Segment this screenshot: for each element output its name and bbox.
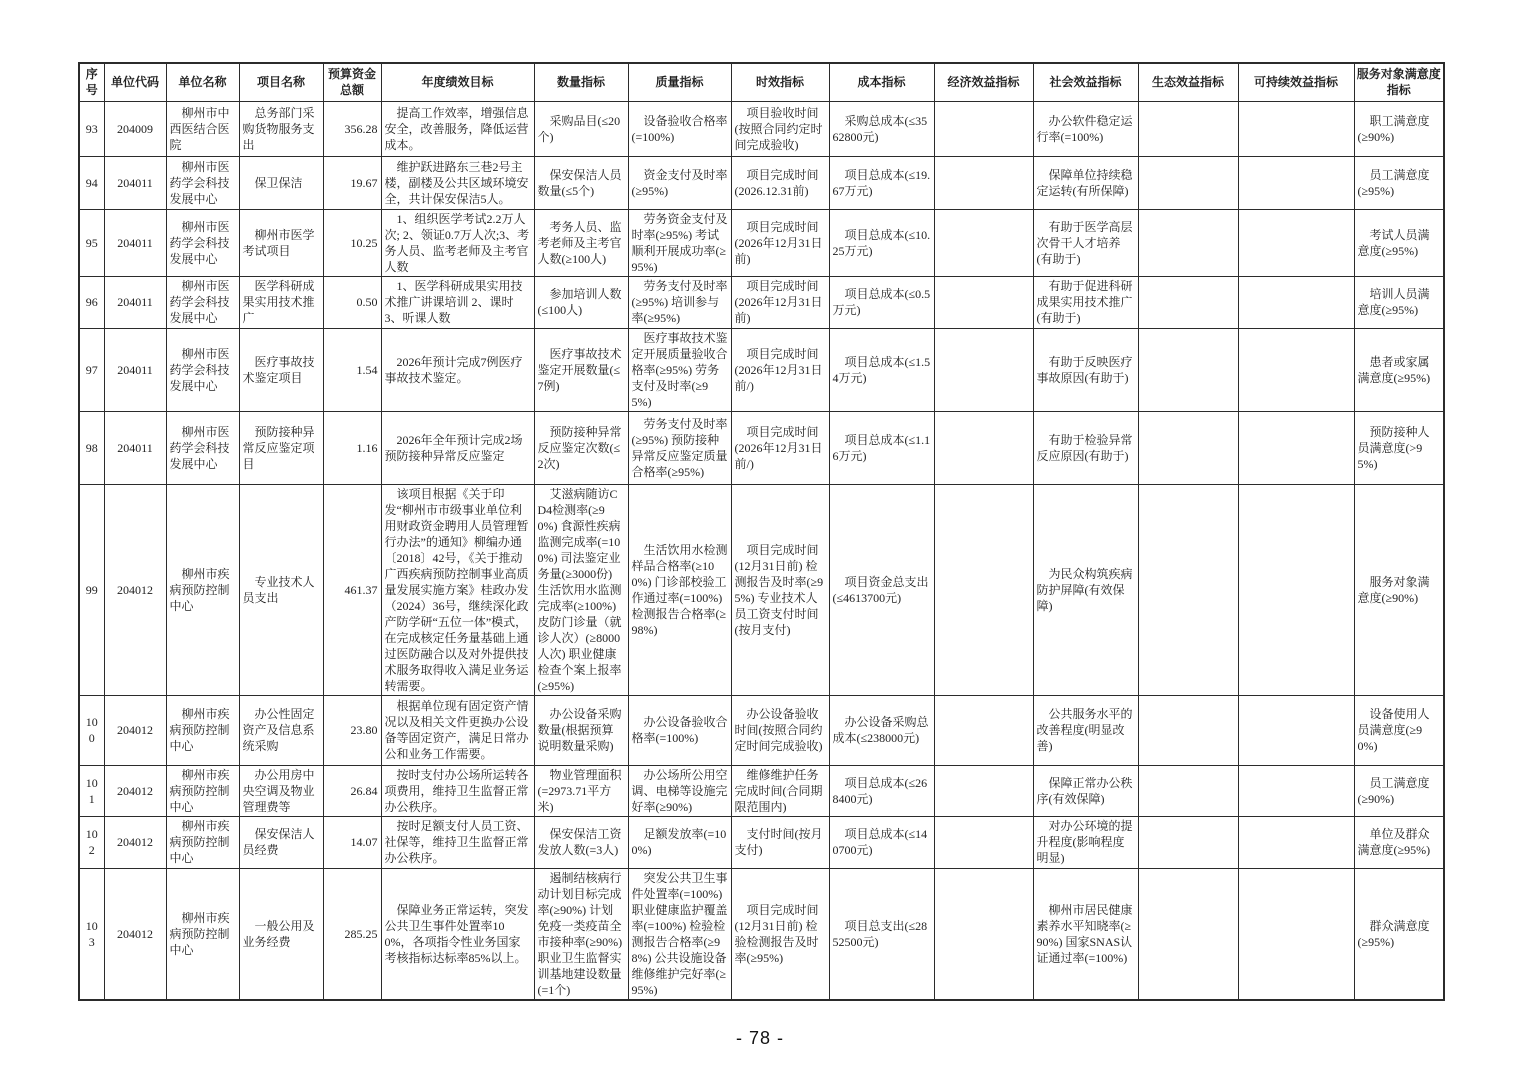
table-cell — [1138, 328, 1238, 411]
table-cell: 项目总成本(≤19.67万元) — [829, 156, 934, 209]
table-cell: 预防接种异常反应鉴定项目 — [239, 411, 323, 484]
table-cell: 资金支付及时率(≥95%) — [628, 156, 731, 209]
table-cell: 办公用房中央空调及物业管理费等 — [239, 765, 323, 816]
table-cell: 204011 — [104, 209, 166, 276]
table-cell: 1、医学科研成果实用技术推广讲课培训 2、课时 3、听课人数 — [381, 276, 534, 328]
table-cell: 采购总成本(≤3562800元) — [829, 101, 934, 156]
column-header: 年度绩效目标 — [381, 63, 534, 101]
table-cell: 保障单位持续稳定运转(有所保障) — [1033, 156, 1138, 209]
table-cell: 总务部门采购货物服务支出 — [239, 101, 323, 156]
table-cell: 柳州市医药学会科技发展中心 — [166, 328, 239, 411]
header-row — [79, 63, 1444, 101]
table-row — [79, 156, 1444, 209]
table-cell: 设备使用人员满意度(≥90%) — [1354, 695, 1444, 765]
table-cell — [1238, 276, 1354, 328]
table-cell — [1138, 816, 1238, 868]
table-cell — [934, 484, 1033, 695]
table-cell: 劳务资金支付及时率(≥95%) 考试顺利开展成功率(≥95%) — [628, 209, 731, 276]
table-cell — [1138, 101, 1238, 156]
column-header: 社会效益指标 — [1033, 63, 1138, 101]
table-row — [79, 328, 1444, 411]
column-header: 时效指标 — [731, 63, 829, 101]
table-cell: 考务人员、监考老师及主考官人数(≥100人) — [534, 209, 628, 276]
table-cell: 柳州市医药学会科技发展中心 — [166, 411, 239, 484]
table-cell: 该项目根据《关于印发“柳州市市级事业单位利用财政资金聘用人员管理暂行办法”的通知》柳编办通〔2018〕42号，《关于推动广西疾病预防控制事业高质量发展实施方案》桂政办发（2024）36号，继续深化政产防学研“五位一体”模式，在完成核定任务量基础上通过医防融合以及对外提供技术服务取得收入满足业务运转需要。 — [381, 484, 534, 695]
column-header: 数量指标 — [534, 63, 628, 101]
table-cell: 办公设备验收时间(按照合同约定时间完成验收) — [731, 695, 829, 765]
table-cell: 94 — [79, 156, 104, 209]
table-cell: 柳州市疾病预防控制中心 — [166, 868, 239, 1000]
table-cell: 柳州市疾病预防控制中心 — [166, 484, 239, 695]
table-cell: 单位及群众满意度(≥95%) — [1354, 816, 1444, 868]
table-cell — [1138, 868, 1238, 1000]
table-cell: 204012 — [104, 816, 166, 868]
table-cell: 97 — [79, 328, 104, 411]
table-cell: 0.50 — [323, 276, 381, 328]
table-cell: 10.25 — [323, 209, 381, 276]
table-cell — [1138, 765, 1238, 816]
table-cell — [1238, 816, 1354, 868]
page-number: - 78 - — [735, 1028, 784, 1048]
table-cell: 项目验收时间(按照合同约定时间完成验收) — [731, 101, 829, 156]
table-cell: 保障业务正常运转，突发公共卫生事件处置率100%，各项指令性业务国家考核指标达标率85%以上。 — [381, 868, 534, 1000]
table-cell: 项目完成时间(2026年12月31日前/) — [731, 328, 829, 411]
table-cell: 项目完成时间(2026年12月31日前) — [731, 209, 829, 276]
table-cell: 柳州市医药学会科技发展中心 — [166, 156, 239, 209]
table-cell: 93 — [79, 101, 104, 156]
table-cell: 医学科研成果实用技术推广 — [239, 276, 323, 328]
table-cell: 204012 — [104, 695, 166, 765]
table-cell: 劳务支付及时率(≥95%) 预防接种异常反应鉴定质量合格率(≥95%) — [628, 411, 731, 484]
table-cell: 劳务支付及时率(≥95%) 培训参与率(≥95%) — [628, 276, 731, 328]
table-cell: 群众满意度(≥95%) — [1354, 868, 1444, 1000]
table-cell: 2026年全年预计完成2场预防接种异常反应鉴定 — [381, 411, 534, 484]
table-cell: 有助于医学高层次骨干人才培养(有助于) — [1033, 209, 1138, 276]
table-cell: 204012 — [104, 868, 166, 1000]
table-cell — [1138, 156, 1238, 209]
table-cell: 柳州市中西医结合医院 — [166, 101, 239, 156]
table-row — [79, 484, 1444, 695]
table-cell: 98 — [79, 411, 104, 484]
table-cell — [1238, 209, 1354, 276]
table-row — [79, 816, 1444, 868]
column-header: 成本指标 — [829, 63, 934, 101]
table-cell: 办公性固定资产及信息系统采购 — [239, 695, 323, 765]
table-cell: 遏制结核病行动计划目标完成率(≥90%) 计划免疫一类疫苗全市接种率(≥90%) 职业卫生监督实训基地建设数量(=1个) — [534, 868, 628, 1000]
table-cell — [1238, 765, 1354, 816]
table-cell — [1238, 156, 1354, 209]
column-header: 可持续效益指标 — [1238, 63, 1354, 101]
column-header: 经济效益指标 — [934, 63, 1033, 101]
table-cell: 2026年预计完成7例医疗事故技术鉴定。 — [381, 328, 534, 411]
table-cell: 100 — [79, 695, 104, 765]
table-cell: 职工满意度(≥90%) — [1354, 101, 1444, 156]
column-header: 质量指标 — [628, 63, 731, 101]
table-cell: 95 — [79, 209, 104, 276]
table-cell: 项目总成本(≤10.25万元) — [829, 209, 934, 276]
table-cell: 培训人员满意度(≥95%) — [1354, 276, 1444, 328]
table-cell: 103 — [79, 868, 104, 1000]
table-cell: 保安保洁人员数量(≤5个) — [534, 156, 628, 209]
table-cell — [934, 765, 1033, 816]
table-cell: 204011 — [104, 276, 166, 328]
table-cell: 维修维护任务完成时间(合同期限范围内) — [731, 765, 829, 816]
table-cell: 员工满意度(≥95%) — [1354, 156, 1444, 209]
table-cell: 医疗事故技术鉴定项目 — [239, 328, 323, 411]
table-cell: 按时足额支付人员工资、社保等，维持卫生监督正常办公秩序。 — [381, 816, 534, 868]
table-cell: 保障正常办公秩序(有效保障) — [1033, 765, 1138, 816]
table-cell: 1.16 — [323, 411, 381, 484]
table-cell: 柳州市医药学会科技发展中心 — [166, 276, 239, 328]
table-cell — [1238, 411, 1354, 484]
table-cell: 支付时间(按月支付) — [731, 816, 829, 868]
table-cell: 保卫保洁 — [239, 156, 323, 209]
table-cell: 1、组织医学考试2.2万人次; 2、领证0.7万人次;3、考务人员、监考老师及主考官人数 — [381, 209, 534, 276]
table-row — [79, 209, 1444, 276]
column-header: 预算资金总额 — [323, 63, 381, 101]
table-cell: 办公设备采购总成本(≤238000元) — [829, 695, 934, 765]
table-cell: 1.54 — [323, 328, 381, 411]
table-header — [79, 63, 1444, 101]
table-cell: 专业技术人员支出 — [239, 484, 323, 695]
table-cell: 医疗事故技术鉴定开展质量验收合格率(≥95%) 劳务支付及时率(≥95%) — [628, 328, 731, 411]
table-row — [79, 411, 1444, 484]
table-cell: 356.28 — [323, 101, 381, 156]
table-cell — [934, 411, 1033, 484]
table-cell: 办公场所公用空调、电梯等设施完好率(≥90%) — [628, 765, 731, 816]
column-header: 序号 — [79, 63, 104, 101]
table-cell: 办公设备验收合格率(=100%) — [628, 695, 731, 765]
table-cell: 保安保洁工资发放人数(=3人) — [534, 816, 628, 868]
table-cell — [1138, 276, 1238, 328]
table-cell: 96 — [79, 276, 104, 328]
table-cell: 患者或家属满意度(≥95%) — [1354, 328, 1444, 411]
table-cell: 办公软件稳定运行率(=100%) — [1033, 101, 1138, 156]
table-cell: 维护跃进路东三巷2号主楼，副楼及公共区域环境安全，共计保安保洁5人。 — [381, 156, 534, 209]
table-cell: 柳州市疾病预防控制中心 — [166, 765, 239, 816]
table-cell — [934, 695, 1033, 765]
table-cell: 461.37 — [323, 484, 381, 695]
table-cell: 柳州市医学考试项目 — [239, 209, 323, 276]
table-cell: 项目总支出(≤2852500元) — [829, 868, 934, 1000]
table-cell: 参加培训人数(≤100人) — [534, 276, 628, 328]
table-cell: 有助于反映医疗事故原因(有助于) — [1033, 328, 1138, 411]
table-cell — [934, 328, 1033, 411]
table-cell: 项目总成本(≤0.5万元) — [829, 276, 934, 328]
table-cell: 员工满意度(≥90%) — [1354, 765, 1444, 816]
table-cell: 保安保洁人员经费 — [239, 816, 323, 868]
table-cell: 项目总成本(≤1.54万元) — [829, 328, 934, 411]
column-header: 单位代码 — [104, 63, 166, 101]
table-cell: 项目完成时间(2026.12.31前) — [731, 156, 829, 209]
table-cell — [1238, 695, 1354, 765]
table-cell: 足额发放率(=100%) — [628, 816, 731, 868]
table-cell: 柳州市疾病预防控制中心 — [166, 695, 239, 765]
table-cell: 204012 — [104, 484, 166, 695]
table-cell: 物业管理面积(=2973.71平方米) — [534, 765, 628, 816]
table-cell: 101 — [79, 765, 104, 816]
table-cell: 为民众构筑疾病防护屏障(有效保障) — [1033, 484, 1138, 695]
column-header: 项目名称 — [239, 63, 323, 101]
table-cell: 204011 — [104, 328, 166, 411]
table-cell — [1238, 868, 1354, 1000]
table-cell: 柳州市疾病预防控制中心 — [166, 816, 239, 868]
column-header: 单位名称 — [166, 63, 239, 101]
table-cell — [934, 816, 1033, 868]
table-cell: 柳州市医药学会科技发展中心 — [166, 209, 239, 276]
table-cell — [1238, 484, 1354, 695]
table-cell: 医疗事故技术鉴定开展数量(≤7例) — [534, 328, 628, 411]
table-cell: 提高工作效率，增强信息安全，改善服务，降低运营成本。 — [381, 101, 534, 156]
performance-targets-table — [78, 62, 1445, 1001]
table-cell: 204011 — [104, 156, 166, 209]
table-cell: 有助于促进科研成果实用技术推广(有助于) — [1033, 276, 1138, 328]
table-cell: 办公设备采购数量(根据预算说明数量采购) — [534, 695, 628, 765]
table-cell: 有助于检验异常反应原因(有助于) — [1033, 411, 1138, 484]
table-cell: 一般公用及业务经费 — [239, 868, 323, 1000]
table-cell — [934, 276, 1033, 328]
table-cell — [1238, 101, 1354, 156]
table-cell: 公共服务水平的改善程度(明显改善) — [1033, 695, 1138, 765]
table-cell — [934, 868, 1033, 1000]
table-cell — [934, 156, 1033, 209]
table-row — [79, 868, 1444, 1000]
table-cell: 艾滋病随访CD4检测率(≥90%) 食源性疾病监测完成率(=100%) 司法鉴定业务量(≥3000份) 生活饮用水监测完成率(≥100%) 皮防门诊量（就诊人次）(≥8000人次) 职业健康检查个案上报率(≥95%) — [534, 484, 628, 695]
table-cell: 采购品目(≤20个) — [534, 101, 628, 156]
table-cell — [1138, 411, 1238, 484]
table-body — [79, 101, 1444, 1000]
table-cell: 项目资金总支出(≤4613700元) — [829, 484, 934, 695]
table-cell: 突发公共卫生事件处置率(=100%) 职业健康监护覆盖率(=100%) 检验检测报告合格率(≥98%) 公共设施设备维修维护完好率(≥95%) — [628, 868, 731, 1000]
column-header: 服务对象满意度指标 — [1354, 63, 1444, 101]
table-cell: 204009 — [104, 101, 166, 156]
table-cell: 26.84 — [323, 765, 381, 816]
table-cell: 预防接种异常反应鉴定次数(≤2次) — [534, 411, 628, 484]
table-cell — [1138, 484, 1238, 695]
table-cell: 项目总成本(≤268400元) — [829, 765, 934, 816]
table-cell — [934, 101, 1033, 156]
table-cell: 23.80 — [323, 695, 381, 765]
table-cell: 项目完成时间(12月31日前) 检验检测报告及时率(≥95%) — [731, 868, 829, 1000]
table-cell: 204011 — [104, 411, 166, 484]
table-cell — [1138, 695, 1238, 765]
table-cell: 285.25 — [323, 868, 381, 1000]
table-row — [79, 276, 1444, 328]
table-cell: 服务对象满意度(≥90%) — [1354, 484, 1444, 695]
table-cell: 按时支付办公场所运转各项费用，维持卫生监督正常办公秩序。 — [381, 765, 534, 816]
table-cell: 生活饮用水检测样品合格率(≥100%) 门诊部校验工作通过率(=100%) 检测报告合格率(≥98%) — [628, 484, 731, 695]
table-cell: 项目总成本(≤140700元) — [829, 816, 934, 868]
column-header: 生态效益指标 — [1138, 63, 1238, 101]
table-row — [79, 101, 1444, 156]
table-cell: 设备验收合格率(=100%) — [628, 101, 731, 156]
table-cell — [1138, 209, 1238, 276]
table-cell: 柳州市居民健康素养水平知晓率(≥90%) 国家SNAS认证通过率(=100%) — [1033, 868, 1138, 1000]
table-cell: 项目完成时间(2026年12月31日前/) — [731, 411, 829, 484]
table-row — [79, 765, 1444, 816]
table-cell: 根据单位现有固定资产情况以及相关文件更换办公设备等固定资产，满足日常办公和业务工作需要。 — [381, 695, 534, 765]
table-cell: 19.67 — [323, 156, 381, 209]
table-cell — [1238, 328, 1354, 411]
table-cell: 14.07 — [323, 816, 381, 868]
table-cell: 项目总成本(≤1.16万元) — [829, 411, 934, 484]
table-cell: 99 — [79, 484, 104, 695]
table-cell: 102 — [79, 816, 104, 868]
table-cell: 项目完成时间(12月31日前) 检测报告及时率(≥95%) 专业技术人员工资支付时间(按月支付) — [731, 484, 829, 695]
table-cell: 考试人员满意度(≥95%) — [1354, 209, 1444, 276]
table-cell — [934, 209, 1033, 276]
table-cell: 预防接种人员满意度(>95%) — [1354, 411, 1444, 484]
table-cell: 对办公环境的提升程度(影响程度明显) — [1033, 816, 1138, 868]
table-row — [79, 695, 1444, 765]
table-cell: 204012 — [104, 765, 166, 816]
table-cell: 项目完成时间(2026年12月31日前) — [731, 276, 829, 328]
